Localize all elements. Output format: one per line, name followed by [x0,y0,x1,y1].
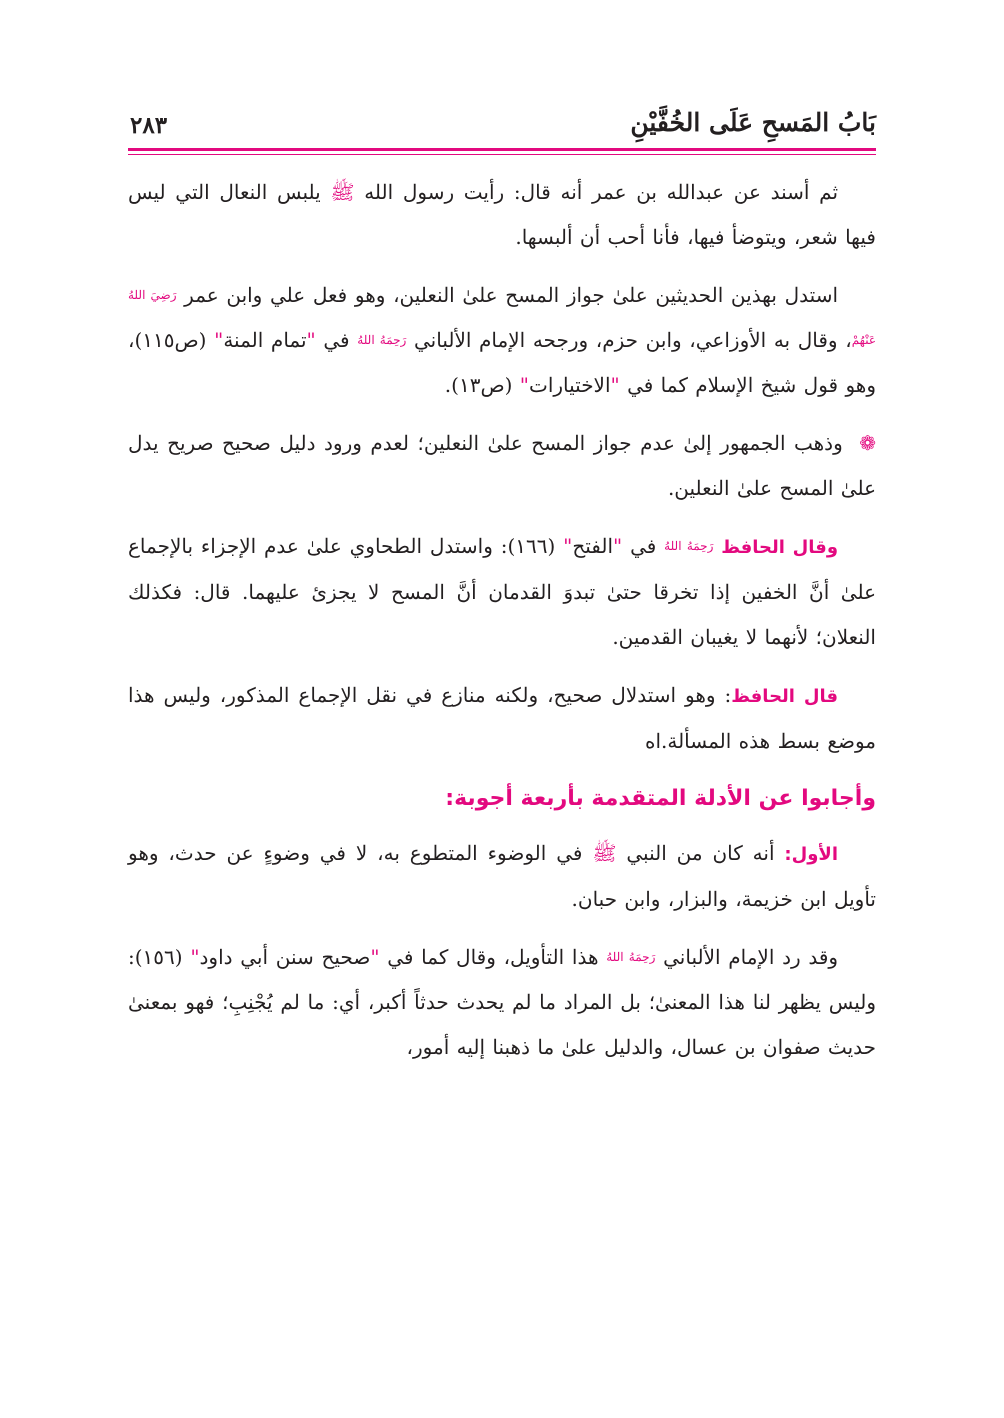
book-title: صحيح سنن أبي داود [199,945,371,969]
quote-mark: " [190,945,200,969]
paragraph-text: ، وقال به الأوزاعي، وابن حزم، ورجحه الإمام الألباني [413,328,852,352]
paragraph-5 [128,673,876,764]
page-body [128,170,876,1083]
paragraph-4 [128,524,876,660]
quote-mark: " [306,328,316,352]
paragraph-7 [128,935,876,1070]
paragraph-text: في [323,328,350,352]
paragraph-text: (١٥٦): وليس يظهر لنا هذا المعنىٰ؛ بل المراد ما لم يحدث حدثاً أكبر، أي: ما لم يُجْنِبِ؛ فهو بمعنىٰ حديث صفوان بن عسال، والدليل علىٰ ما ذهبنا إليه أمور، [128,945,876,1059]
paragraph-text: وذهب الجمهور إلىٰ عدم جواز المسح علىٰ النعلين؛ لعدم ورود دليل صحيح صريح يدل علىٰ المسح علىٰ النعلين. [128,431,876,500]
quote-mark: " [563,534,573,558]
rahimahu-honorific-icon: رَحِمَهُ اللهُ [664,539,714,553]
paragraph-text: (ص١٣). [444,373,513,397]
header-rule-thin [128,154,876,155]
paragraph-1 [128,170,876,260]
answer-label: الأول: [784,844,838,865]
speaker-label: وقال الحافظ [721,537,839,558]
paragraph-text: يلبس النعال التي ليس فيها شعر، ويتوضأ فيها، فأنا أحب أن ألبسها. [128,180,876,249]
book-title: الاختيارات [528,373,611,397]
quote-mark: " [370,945,380,969]
flower-bullet-icon: ❁ [859,431,876,455]
quote-mark: " [613,534,623,558]
paragraph-text: وقد رد الإمام الألباني [663,945,839,969]
paragraph-text: : وهو استدلال صحيح، ولكنه منازع في نقل الإجماع المذكور، وليس هذا موضع بسط هذه المسألة.اه [128,683,876,753]
salla-honorific-icon: ﷺ [592,841,617,865]
paragraph-2 [128,273,876,408]
paragraph-text: (ص١١٥)، وهو قول شيخ الإسلام كما في [128,328,876,397]
section-heading: وأجابوا عن الأدلة المتقدمة بأربعة أجوبة: [445,786,876,811]
paragraph-text: استدل بهذين الحديثين علىٰ جواز المسح علىٰ النعلين، وهو فعل علي وابن عمر [184,283,839,307]
paragraph-text: (١٦٦): واستدل الطحاوي علىٰ عدم الإجزاء بالإجماع علىٰ أنَّ الخفين إذا تخرقا حتىٰ تبدوَ القدمان أنَّ المسح لا يجزئ عليهما. قال: فكذلك النعلان؛ لأنهما لا يغيبان القدمين. [128,534,876,649]
paragraph-text: في [630,534,657,558]
chapter-title: بَابُ المَسحِ عَلَى الخُفَّيْنِ [630,108,876,137]
quote-mark: " [610,373,620,397]
page-number: ٢٨٣ [130,112,168,139]
quote-mark: " [519,373,529,397]
paragraph-text: في الوضوء المتطوع به، لا في وضوءٍ عن حدث، وهو تأويل ابن خزيمة، والبزار، وابن حبان. [128,841,876,911]
paragraph-6 [128,831,876,922]
paragraph-3 [128,421,876,511]
page-header [128,104,876,148]
rahimahu-honorific-icon: رَحِمَهُ اللهُ [357,333,407,347]
paragraph-text: هذا التأويل، وقال كما في [387,945,599,969]
book-title: تمام المنة [223,328,307,352]
paragraph-text: ثم أسند عن عبدالله بن عمر أنه قال: رأيت رسول الله [364,180,839,204]
paragraph-text: أنه كان من النبي [626,841,775,865]
radiya-honorific-icon: رَضِيَ اللهُ عَنْهُمْ [128,288,876,347]
book-title: الفتح [572,534,614,558]
salla-honorific-icon: ﷺ [330,180,355,204]
header-rule [128,148,876,151]
speaker-label: قال الحافظ [731,686,838,707]
rahimahu-honorific-icon: رَحِمَهُ اللهُ [606,950,656,964]
quote-mark: " [214,328,224,352]
